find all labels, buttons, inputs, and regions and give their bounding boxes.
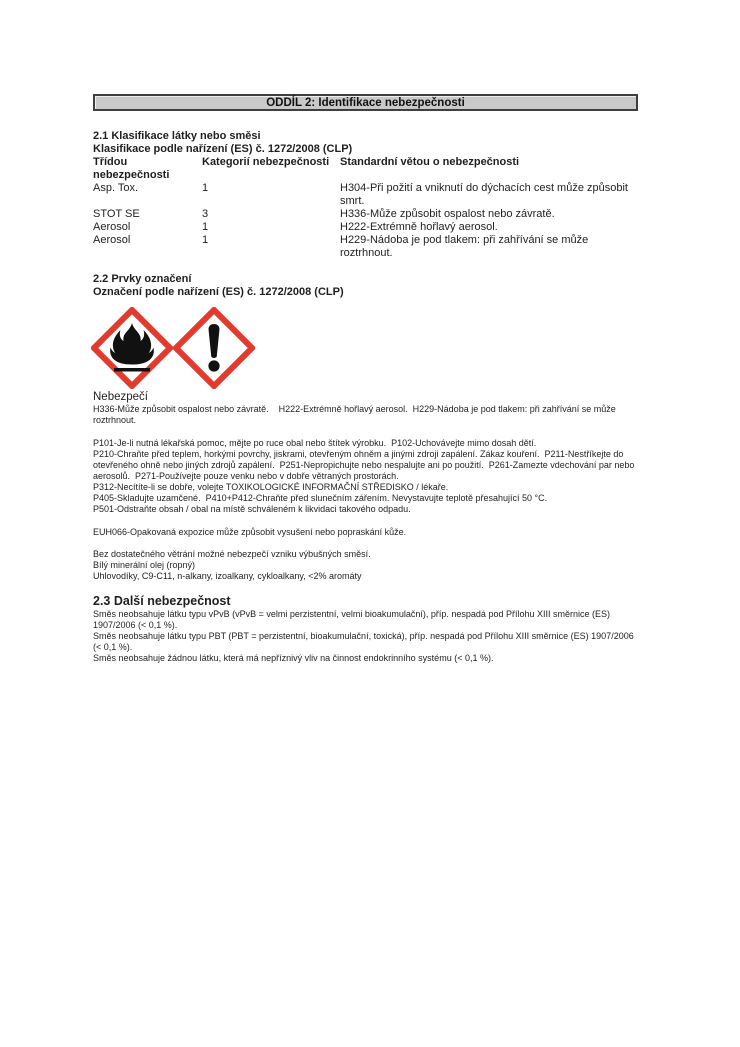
precautionary-statement-line: P405-Skladujte uzamčené. P410+P412-Chraňte před slunečním zářením. Nevystavujte teplotě přesahující 50 °C. [93, 493, 548, 503]
additional-info-line: Bílý minerální olej (ropný) [93, 560, 196, 570]
category-cell: 1 [202, 234, 209, 246]
statement-cell: H304-Při požití a vniknutí do dýchacích cest může způsobit smrt. [340, 182, 628, 207]
statement-cell: H229-Nádoba je pod tlakem: při zahřívání se může roztrhnout. [340, 234, 589, 259]
table-row [93, 208, 638, 221]
table-row [93, 221, 638, 234]
section-2-3-line: Směs neobsahuje látku typu PBT (PBT = perzistentní, bioakumulační, toxická), příp. nespadá pod Přílohu XIII směrnice (ES) 1907/2006 (< 0,1 %). [93, 631, 637, 652]
exclamation-mark-icon [173, 307, 255, 389]
section-2-3-heading: 2.3 Další nebezpečnost [93, 594, 231, 608]
statement-cell: H336-Může způsobit ospalost nebo závratě. [340, 208, 555, 220]
signal-word: Nebezpečí [93, 391, 148, 403]
precautionary-statement-line: P501-Odstraňte obsah / obal na místě schváleném k likvidaci takového odpadu. [93, 504, 411, 514]
col-header-hazard-class: Třídou nebezpečnosti [93, 156, 170, 181]
section-2-content [93, 94, 638, 664]
section-2-1 [93, 130, 638, 260]
section-2-2-heading: 2.2 Prvky označení [93, 273, 192, 285]
section-2-3-line: Směs neobsahuje látku typu vPvB (vPvB = velmi perzistentní, velmi bioakumulační), příp. nespadá pod Přílohu XIII směrnice (ES) 1907/2006 (< 0,1 %). [93, 609, 613, 630]
section-2-3 [93, 594, 638, 664]
flame-icon [91, 307, 173, 389]
col-header-statement: Standardní větou o nebezpečnosti [340, 156, 520, 168]
precautionary-statement-line: P210-Chraňte před teplem, horkými povrchy, jiskrami, otevřeným ohněm a jinými zdroji zapálení. Zákaz kouření. P211-Nestříkejte do otevřeného ohně nebo jiných zdrojů zapálení. P251-Nepropichujte nebo nespalujte ani po použití. P261-Zamezte vdechování par nebo aerosolů. P271-Používejte pouze venku nebo v dobře větraných prostorách. [93, 449, 637, 481]
additional-hazard-info [93, 549, 638, 582]
hazard-class-cell: Aerosol [93, 221, 131, 233]
additional-info-line: Uhlovodíky, C9-C11, n-alkany, izoalkany, cykloalkany, <2% aromáty [93, 571, 362, 581]
section-2-2-subheading: Označení podle nařízení (ES) č. 1272/2008 (CLP) [93, 286, 344, 298]
hazard-class-cell: Aerosol [93, 234, 131, 246]
section-2-1-subheading: Klasifikace podle nařízení (ES) č. 1272/2008 (CLP) [93, 143, 353, 155]
category-cell: 1 [202, 182, 209, 194]
statement-cell: H222-Extrémně hořlavý aerosol. [340, 221, 498, 233]
precautionary-statements [93, 438, 638, 515]
precautionary-statement-line: P101-Je-li nutná lékařská pomoc, mějte po ruce obal nebo štítek výrobku. P102-Uchovávejte mimo dosah dětí. [93, 438, 537, 448]
category-cell: 1 [202, 221, 209, 233]
ghs-pictograms [91, 307, 638, 389]
additional-info-line: Bez dostatečného větrání možné nebezpečí vzniku výbušných směsí. [93, 549, 371, 559]
section-2-3-line: Směs neobsahuje žádnou látku, která má nepříznivý vliv na činnost endokrinního systému (< 0,1 %). [93, 653, 494, 663]
classification-table [93, 156, 638, 260]
section-2-2 [93, 273, 638, 582]
table-row [93, 182, 638, 208]
section-2-1-heading: 2.1 Klasifikace látky nebo směsi [93, 130, 261, 142]
precautionary-statement-line: P312-Necítíte-li se dobře, volejte TOXIKOLOGICKÉ INFORMAČNÍ STŘEDISKO / lékaře. [93, 482, 449, 492]
hazard-statements: H336-Může způsobit ospalost nebo závratě. H222-Extrémně hořlavý aerosol. H229-Nádoba je pod tlakem: při zahřívání se může roztrhnout. [93, 404, 619, 425]
col-header-category: Kategorií nebezpečnosti [202, 156, 330, 168]
hazard-class-cell: Asp. Tox. [93, 182, 139, 194]
category-cell: 3 [202, 208, 209, 220]
euh-statement: EUH066-Opakovaná expozice může způsobit vysušení nebo popraskání kůže. [93, 527, 407, 537]
table-row [93, 234, 638, 260]
section-header-bar [93, 94, 638, 111]
classification-table-header-row [93, 156, 638, 182]
hazard-class-cell: STOT SE [93, 208, 140, 220]
section-header-title: ODDÍL 2: Identifikace nebezpečnosti [266, 96, 465, 109]
